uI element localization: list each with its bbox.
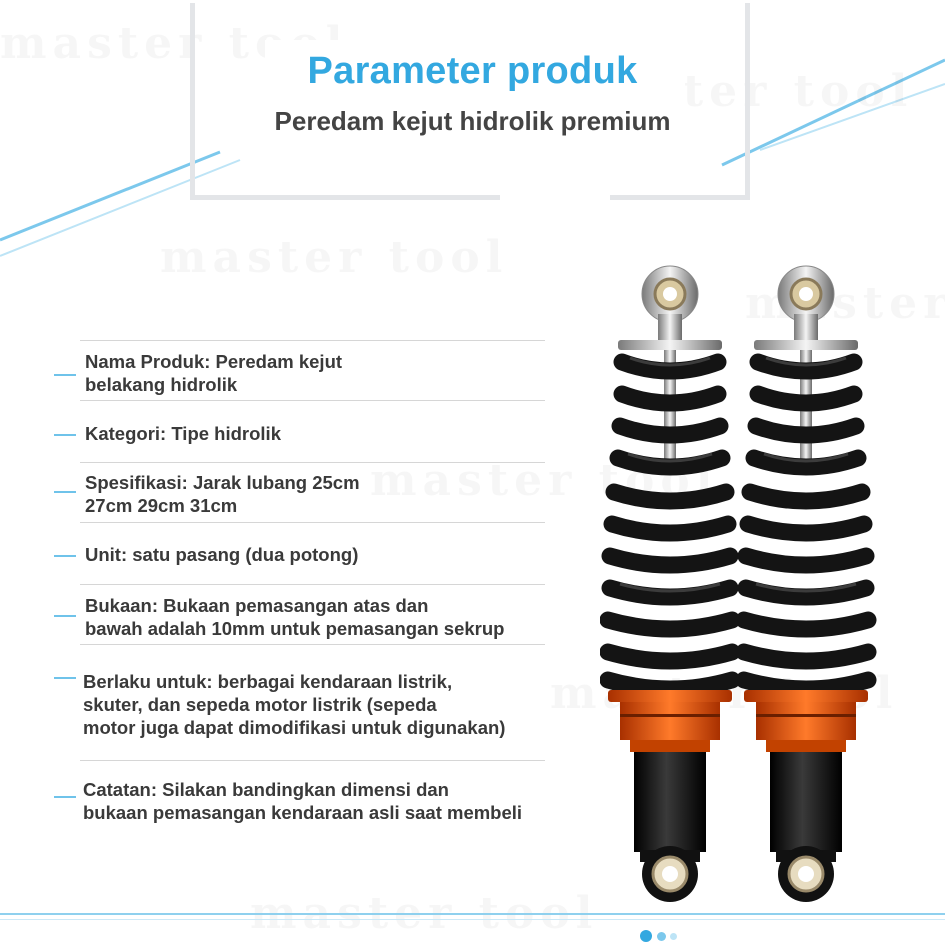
spec-text: Bukaan: Bukaan pemasangan atas dan bawah adalah 10mm untuk pemasangan sekrup bbox=[85, 595, 505, 639]
dash-icon bbox=[54, 555, 76, 557]
spec-text: Kategori: Tipe hidrolik bbox=[85, 423, 281, 444]
footer-line bbox=[0, 913, 945, 915]
spec-divider bbox=[80, 400, 545, 401]
spec-text: Catatan: Silakan bandingkan dimensi dan bukaan pemasangan kendaraan asli saat membeli bbox=[83, 779, 523, 823]
shock-absorber-image bbox=[600, 262, 900, 912]
spec-divider bbox=[80, 760, 545, 761]
dash-icon bbox=[54, 374, 76, 376]
dot-icon bbox=[670, 933, 677, 940]
footer-line bbox=[0, 919, 945, 920]
page-title: Parameter produk bbox=[307, 50, 638, 92]
dash-icon bbox=[54, 615, 76, 617]
dash-icon bbox=[54, 796, 76, 798]
spec-divider bbox=[80, 584, 545, 585]
dash-icon bbox=[54, 677, 76, 679]
watermark bbox=[160, 232, 508, 283]
spec-text: Spesifikasi: Jarak lubang 25cm 27cm 29cm 31cm bbox=[85, 472, 360, 516]
spec-text: Berlaku untuk: berbagai kendaraan listrik, skuter, dan sepeda motor listrik (sepeda motor juga dapat dimodifikasi untuk digunakan) bbox=[83, 671, 506, 738]
spec-text: Unit: satu pasang (dua potong) bbox=[85, 544, 359, 565]
page-subtitle: Peredam kejut hidrolik premium bbox=[274, 106, 671, 136]
spec-divider bbox=[80, 340, 545, 341]
spec-divider bbox=[80, 462, 545, 463]
spec-divider bbox=[80, 522, 545, 523]
dash-icon bbox=[54, 491, 76, 493]
dash-icon bbox=[54, 434, 76, 436]
spec-text: Nama Produk: Peredam kejut belakang hidrolik bbox=[85, 351, 343, 395]
dot-icon bbox=[640, 930, 652, 942]
spec-divider bbox=[80, 644, 545, 645]
dot-icon bbox=[657, 932, 666, 941]
